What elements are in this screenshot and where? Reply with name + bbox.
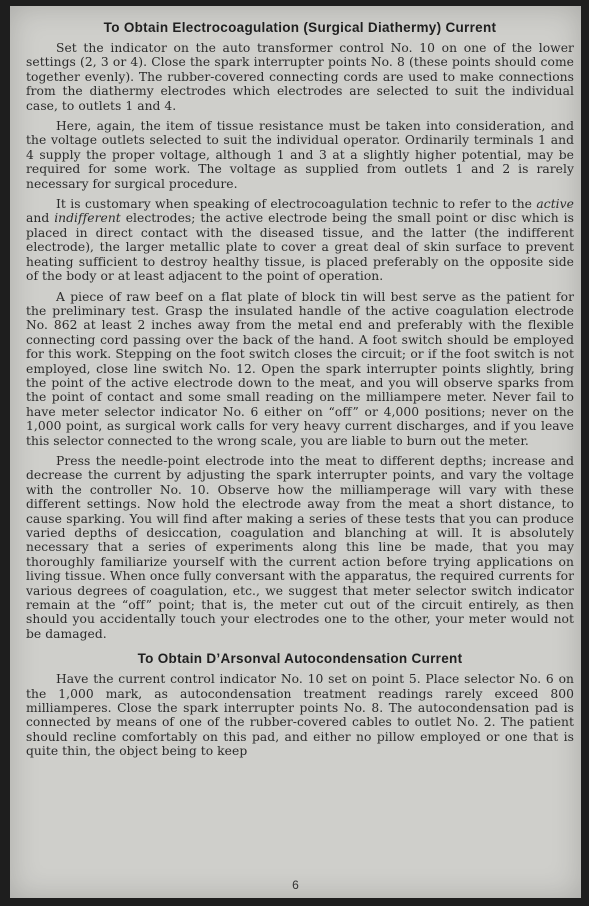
section-heading-autocondensation: To Obtain D’Arsonval Autocondensation Current [137,651,463,667]
paragraph-raw-beef-test: A piece of raw beef on a flat plate of block tin will best serve as the patient for the preliminary test. Grasp the insulated handle of the active coagulation electrode No. 862 at least 2 inches away from the metal end and preferably with the flexible connecting cord passing over the back of the hand. A foot switch should be employed for this work. Stepping on the foot switch closes the circuit; or if the foot switch is not employed, close line switch No. 12. Open the spark interrupter points slightly, bring the point of the active electrode down to the meat, and you will observe sparks from the point of contact and some small reading on the milliampere meter. Never fail to have meter selector indicator No. 6 either on “off” or 4,000 positions; never on the 1,000 point, as surgical work calls for very heavy current discharges, and if you leave this selector connected to the wrong scale, you are liable to burn out the meter. [26,289,574,448]
text-run: electrodes; the active electrode being the small point or disc which is placed in direct contact with the diseased tissue, and the latter (the indifferent electrode), the larger metallic plate to cover a great deal of skin surface to prevent heating sufficient to destroy healthy tissue, is placed preferably on the opposite side of the body or at least adjacent to the point of operation. [26,211,575,284]
paragraph-tissue-resistance: Here, again, the item of tissue resistance must be taken into consideration, and the voltage outlets selected to suit the individual operator. Ordinarily terminals 1 and 4 supply the proper voltage, although 1 and 3 at a slightly higher potential, may be required for some work. The voltage as supplied from outlets 1 and 2 is rarely necessary for surgical procedure. [26,119,574,191]
paragraph-indicator-settings: Set the indicator on the auto transformer control No. 10 on one of the lower settings (2, 3 or 4). Close the spark interrupter points No. 8 (these points should come together evenly). The rubber-covered connecting cords are used to make connections from the diathermy electrodes which electrodes are selected to suit the individual case, to outlets 1 and 4. [26,41,574,113]
page-content [26,20,574,765]
italic-term-indifferent: indifferent [54,211,121,226]
paragraph-needle-electrode: Press the needle-point electrode into the meat to different depths; increase and decrease the current by adjusting the spark interrupter points, and vary the voltage with the controller No. 10. Observe how the milliamperage will vary with these different settings. Now hold the electrode away from the meat a short distance, to cause sparking. You will find after making a series of these tests that you can produce varied depths of desiccation, coagulation and blanching at will. It is absolutely necessary that a series of experiments along this line be made, that you may thoroughly familiarize yourself with the current action before trying applications on living tissue. When once fully conversant with the apparatus, the required currents for various degrees of coagulation, etc., we suggest that meter selector switch indicator remain at the “off” point; that is, the meter cut out of the circuit entirely, as then should you accidentally touch your electrodes one to the other, your meter would not be damaged. [26,453,574,641]
text-run: and [26,211,55,226]
book-page [10,6,581,898]
text-run: It is customary when speaking of electrocoagulation technic to refer to the [56,197,537,212]
paragraph-electrode-terminology [26,197,574,283]
paragraph-autocondensation-setup: Have the current control indicator No. 10 set on point 5. Place selector No. 6 on the 1,000 mark, as autocondensation treatment readings rarely exceed 800 milliamperes. Close the spark interrupter points No. 8. The autocondensation pad is connected by means of one of the rubber-covered cables to outlet No. 2. The patient should recline comfortably on this pad, and either no pillow employed or one that is quite thin, the object being to keep [26,672,574,759]
page-number: 6 [292,878,299,892]
section-heading-electrocoagulation: To Obtain Electrocoagulation (Surgical Diathermy) Current [103,20,497,35]
italic-term-active: active [536,197,574,212]
